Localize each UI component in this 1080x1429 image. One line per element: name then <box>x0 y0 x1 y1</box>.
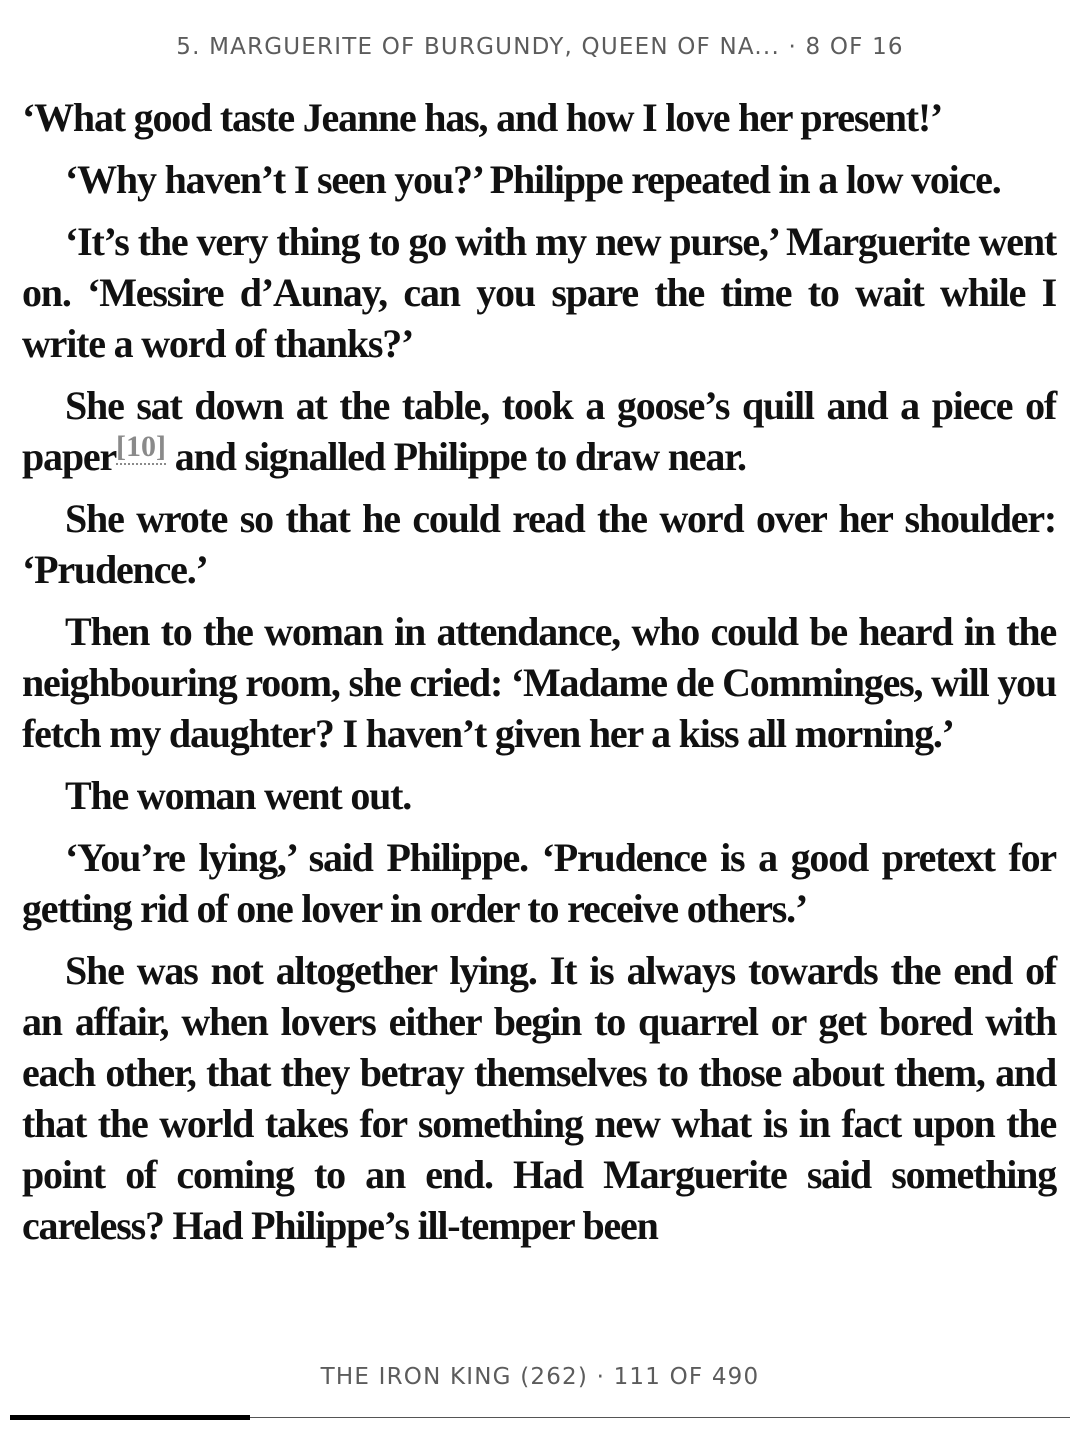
page-text <box>22 92 1056 1262</box>
paragraph: Then to the woman in attendance, who could be heard in the neighbouring room, she cried: ‘Madame de Comminges, will you fetch my daughter? I haven’t given her a kiss all morning.’ <box>22 609 1056 756</box>
reading-progress-bar[interactable] <box>10 1417 1070 1418</box>
chapter-header: 5. MARGUERITE OF BURGUNDY, QUEEN OF NA... · 8 OF 16 <box>176 34 904 60</box>
paragraph: She wrote so that he could read the word over her shoulder: ‘Prudence.’ <box>22 496 1056 592</box>
paragraph: ‘Why haven’t I seen you?’ Philippe repeated in a low voice. <box>65 157 1001 202</box>
paragraph: ‘It’s the very thing to go with my new purse,’ Marguerite went on. ‘Messire d’Aunay, can you spare the time to wait while I write a word of thanks?’ <box>22 219 1056 366</box>
footnote-link[interactable]: [10] <box>116 430 166 463</box>
paragraph-text: She sat down at the table, took a goose’s quill and a piece of paper <box>22 383 1056 479</box>
book-footer: THE IRON KING (262) · 111 OF 490 <box>320 1364 760 1390</box>
paragraph: ‘You’re lying,’ said Philippe. ‘Prudence is a good pretext for getting rid of one lover in order to receive others.’ <box>22 835 1056 931</box>
paragraph <box>22 380 1056 482</box>
paragraph: She was not altogether lying. It is always towards the end of an affair, when lovers either begin to quarrel or get bored with each other, that they betray themselves to those about them, and that the world takes for something new what is in fact upon the point of coming to an end. Had Marguerite said something careless? Had Philippe’s ill-temper been <box>22 948 1056 1248</box>
reading-progress-fill <box>10 1415 250 1420</box>
paragraph-text: and signalled Philippe to draw near. <box>166 434 746 479</box>
paragraph: The woman went out. <box>65 773 412 818</box>
paragraph: ‘What good taste Jeanne has, and how I love her present!’ <box>22 95 943 140</box>
